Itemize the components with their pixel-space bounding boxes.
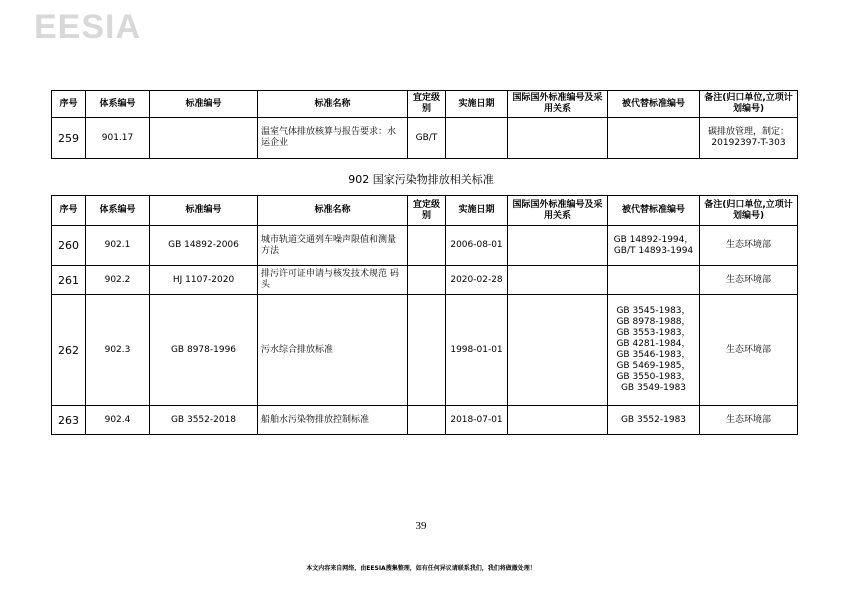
- cell-date: 2020-02-28: [446, 266, 508, 295]
- eesia-logo: EESIA: [34, 8, 142, 46]
- cell-replaced-standard: GB 3545-1983，GB 8978-1988，GB 3553-1983，GB 4281-1984，GB 3546-1983，GB 5469-1985，GB 3550-1983，GB 3549-1983: [608, 295, 700, 406]
- cell-remarks: 生态环境部: [700, 266, 798, 295]
- header-standard-code: 标准编号: [150, 91, 258, 118]
- cell-level: GB/T: [408, 118, 446, 159]
- cell-intl-standard: [508, 118, 608, 159]
- header-level: 宜定级别: [408, 91, 446, 118]
- table-row: [52, 266, 798, 295]
- header-standard-name: 标准名称: [258, 196, 408, 226]
- cell-seq: 260: [52, 226, 86, 266]
- cell-replaced-standard: GB 14892-1994，GB/T 14893-1994: [608, 226, 700, 266]
- cell-standard-name: 污水综合排放标准: [258, 295, 408, 406]
- cell-system-code: 902.1: [86, 226, 150, 266]
- table-row: [52, 406, 798, 435]
- cell-intl-standard: [508, 406, 608, 435]
- cell-seq: 261: [52, 266, 86, 295]
- cell-standard-name: 城市轨道交通列车噪声限值和测量方法: [258, 226, 408, 266]
- cell-replaced-standard: [608, 266, 700, 295]
- cell-standard-code: [150, 118, 258, 159]
- cell-system-code: 901.17: [86, 118, 150, 159]
- cell-intl-standard: [508, 295, 608, 406]
- cell-standard-code: HJ 1107-2020: [150, 266, 258, 295]
- table-header-row: [52, 91, 798, 118]
- section-title: 902 国家污染物排放相关标准: [348, 173, 494, 186]
- header-remarks: 备注(归口单位,立项计划编号): [700, 91, 798, 118]
- cell-remarks: 生态环境部: [700, 406, 798, 435]
- cell-remarks: 碳排放管理，制定：20192397-T-303: [700, 118, 798, 159]
- header-seq: 序号: [52, 196, 86, 226]
- header-standard-name: 标准名称: [258, 91, 408, 118]
- cell-level: [408, 295, 446, 406]
- table-header-row: [52, 196, 798, 226]
- cell-level: [408, 406, 446, 435]
- cell-remarks: 生态环境部: [700, 226, 798, 266]
- standards-table-1: [51, 90, 798, 159]
- cell-level: [408, 266, 446, 295]
- table-row: [52, 118, 798, 159]
- cell-date: 1998-01-01: [446, 295, 508, 406]
- cell-system-code: 902.4: [86, 406, 150, 435]
- table-row: [52, 226, 798, 266]
- header-remarks: 备注(归口单位,立项计划编号): [700, 196, 798, 226]
- cell-system-code: 902.3: [86, 295, 150, 406]
- header-standard-code: 标准编号: [150, 196, 258, 226]
- cell-seq: 262: [52, 295, 86, 406]
- page-number: 39: [415, 520, 427, 532]
- header-level: 宜定级别: [408, 196, 446, 226]
- cell-replaced-standard: GB 3552-1983: [608, 406, 700, 435]
- header-system-code: 体系编号: [86, 91, 150, 118]
- header-intl-standard: 国际国外标准编号及采用关系: [508, 196, 608, 226]
- cell-standard-name: 船舶水污染物排放控制标准: [258, 406, 408, 435]
- cell-date: [446, 118, 508, 159]
- cell-intl-standard: [508, 266, 608, 295]
- cell-standard-name: 温室气体排放核算与报告要求：水运企业: [258, 118, 408, 159]
- table-row: [52, 295, 798, 406]
- header-system-code: 体系编号: [86, 196, 150, 226]
- cell-level: [408, 226, 446, 266]
- cell-system-code: 902.2: [86, 266, 150, 295]
- header-seq: 序号: [52, 91, 86, 118]
- header-replaced-standard: 被代替标准编号: [608, 91, 700, 118]
- header-intl-standard: 国际国外标准编号及采用关系: [508, 91, 608, 118]
- footer-disclaimer: 本文内容来自网络，由EESIA搜集整理，如有任何异议请联系我们，我们将做撤处理！: [306, 565, 536, 572]
- cell-standard-code: GB 3552-2018: [150, 406, 258, 435]
- cell-date: 2006-08-01: [446, 226, 508, 266]
- cell-seq: 263: [52, 406, 86, 435]
- standards-table-2: [51, 195, 798, 435]
- header-date: 实施日期: [446, 196, 508, 226]
- cell-date: 2018-07-01: [446, 406, 508, 435]
- cell-intl-standard: [508, 226, 608, 266]
- header-replaced-standard: 被代替标准编号: [608, 196, 700, 226]
- header-date: 实施日期: [446, 91, 508, 118]
- cell-standard-name: 排污许可证申请与核发技术规范 码头: [258, 266, 408, 295]
- cell-standard-code: GB 14892-2006: [150, 226, 258, 266]
- cell-standard-code: GB 8978-1996: [150, 295, 258, 406]
- cell-seq: 259: [52, 118, 86, 159]
- cell-replaced-standard: [608, 118, 700, 159]
- cell-remarks: 生态环境部: [700, 295, 798, 406]
